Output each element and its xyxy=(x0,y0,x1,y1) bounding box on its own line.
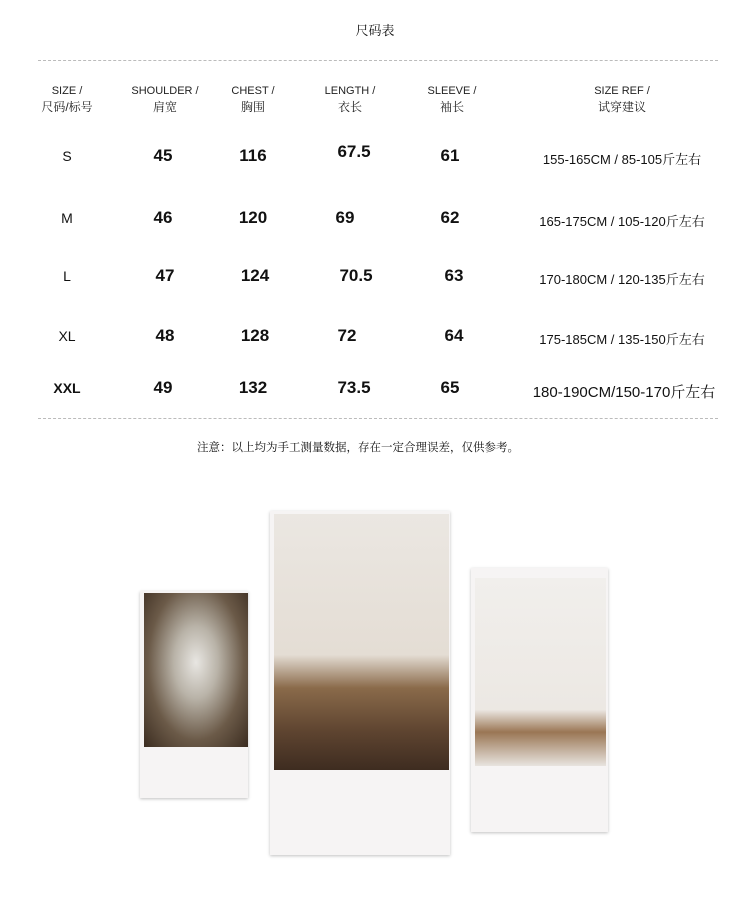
cell-chest: 124 xyxy=(240,266,270,285)
cell-sleeve: 61 xyxy=(440,146,460,165)
cell-size: M xyxy=(61,210,73,226)
cell-size: XL xyxy=(58,328,76,344)
header-zh: 试穿建议 xyxy=(597,100,646,114)
cell-chest: 128 xyxy=(240,326,270,345)
divider-bottom xyxy=(38,418,718,419)
header-en: LENGTH / xyxy=(324,85,376,97)
header-en: SIZE REF / xyxy=(594,85,650,97)
cell-ref: 175-185CM / 135-150斤左右 xyxy=(539,332,705,347)
dried-flowers-image xyxy=(144,593,248,747)
cell-length: 70.5 xyxy=(339,266,373,285)
photo-card-flowers xyxy=(140,591,248,798)
header-zh: 胸围 xyxy=(240,100,266,114)
cell-shoulder: 49 xyxy=(153,378,173,397)
cell-chest: 132 xyxy=(238,378,268,397)
cell-ref: 170-180CM / 120-135斤左右 xyxy=(539,272,705,287)
cell-shoulder: 47 xyxy=(155,266,175,285)
measurement-note: 注意：以上均为手工测量数据，存在一定合理误差，仅供参考。 xyxy=(197,442,519,454)
cell-ref: 155-165CM / 85-105斤左右 xyxy=(542,152,702,167)
cell-size: L xyxy=(63,268,71,284)
cell-shoulder: 46 xyxy=(153,208,173,227)
column-header-size xyxy=(41,83,92,115)
header-zh: 袖长 xyxy=(439,100,465,114)
cell-ref: 165-175CM / 105-120斤左右 xyxy=(539,214,705,229)
cell-length: 69 xyxy=(335,208,355,227)
header-zh: 尺码/标号 xyxy=(41,100,93,114)
cell-ref: 180-190CM/150-170斤左右 xyxy=(532,384,716,401)
header-zh: 肩宽 xyxy=(152,100,177,114)
cell-size: S xyxy=(62,148,72,164)
plant-wall-image xyxy=(475,578,606,766)
cell-shoulder: 45 xyxy=(153,146,173,165)
cell-length: 73.5 xyxy=(337,378,371,397)
divider-top xyxy=(38,60,718,61)
column-header-ref xyxy=(594,83,650,115)
photo-card-dining xyxy=(270,511,450,855)
cell-sleeve: 63 xyxy=(444,266,464,285)
header-en: CHEST / xyxy=(231,85,275,97)
cell-chest: 116 xyxy=(239,146,267,165)
page-title: 尺码表 xyxy=(355,23,395,38)
cell-shoulder: 48 xyxy=(155,326,175,345)
photo-card-plant xyxy=(471,568,608,832)
cell-sleeve: 65 xyxy=(440,378,460,397)
header-en: SHOULDER / xyxy=(131,85,199,97)
column-header-length xyxy=(325,83,376,115)
header-en: SIZE / xyxy=(51,85,83,97)
cell-sleeve: 62 xyxy=(440,208,460,227)
column-header-shoulder xyxy=(131,83,198,115)
dining-room-image xyxy=(274,514,449,770)
header-en: SLEEVE / xyxy=(427,85,477,97)
column-header-sleeve xyxy=(428,83,477,115)
cell-size: XXL xyxy=(53,380,81,396)
cell-sleeve: 64 xyxy=(444,326,464,345)
cell-length: 72 xyxy=(337,326,357,345)
cell-chest: 120 xyxy=(238,208,268,227)
header-zh: 衣长 xyxy=(337,100,363,114)
cell-length: 67.5 xyxy=(337,142,371,161)
column-header-chest xyxy=(231,83,274,115)
